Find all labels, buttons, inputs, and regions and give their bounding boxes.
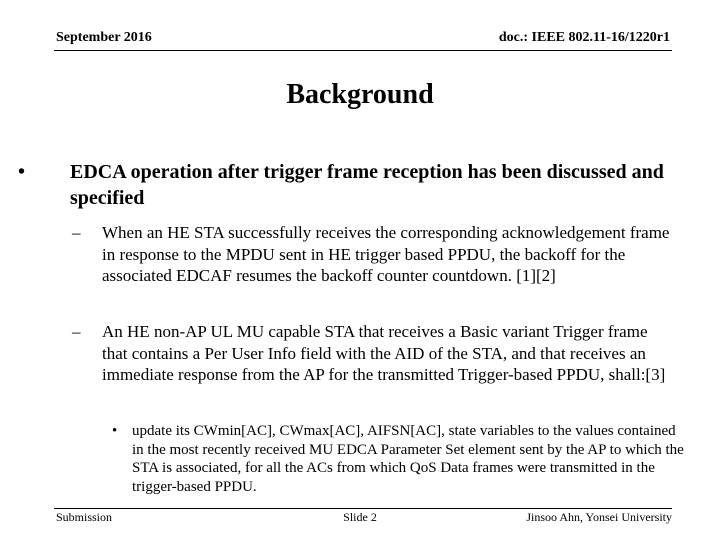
footer-submission: Submission [56,510,113,524]
footer-divider [54,508,672,509]
footer-slide-number: Slide 2 [343,510,377,524]
bullet-level2 [72,321,672,386]
bullet-text: An HE non-AP UL MU capable STA that receives a Basic variant Trigger frame that contains a Per User Info field with the AID of the STA, and that receives an immediate response from the AP for the transmitted Trigger-based PPDU, shall:[3] [102,322,666,384]
bullet-text: When an HE STA successfully receives the corresponding acknowledgement frame in response to the MPDU sent in HE trigger based PPDU, the backoff for the associated EDCAF resumes the backoff counter countdown. [1][2] [102,223,670,285]
dash-marker: – [72,322,81,341]
bullet-text: update its CWmin[AC], CWmax[AC], AIFSN[AC], state variables to the values contained in the most recently received MU EDCA Parameter Set element sent by the AP to which the STA is associated, for all the ACs from which QoS Data frames were transmitted in the trigger-based PPDU. [132,423,684,495]
bullet-level2 [72,222,672,287]
header-date: September 2016 [56,30,152,45]
bullet-level1 [18,159,678,211]
footer-author: Jinsoo Ahn, Yonsei University [526,510,672,524]
dash-marker: – [72,223,81,242]
header-doc-id: doc.: IEEE 802.11-16/1220r1 [498,30,670,45]
header-divider [54,50,672,51]
bullet-level3 [112,422,684,496]
bullet-marker: • [18,161,26,183]
bullet-marker: • [112,423,118,439]
slide-title: Background [286,79,434,110]
bullet-text: EDCA operation after trigger frame reception has been discussed and specified [70,161,664,209]
